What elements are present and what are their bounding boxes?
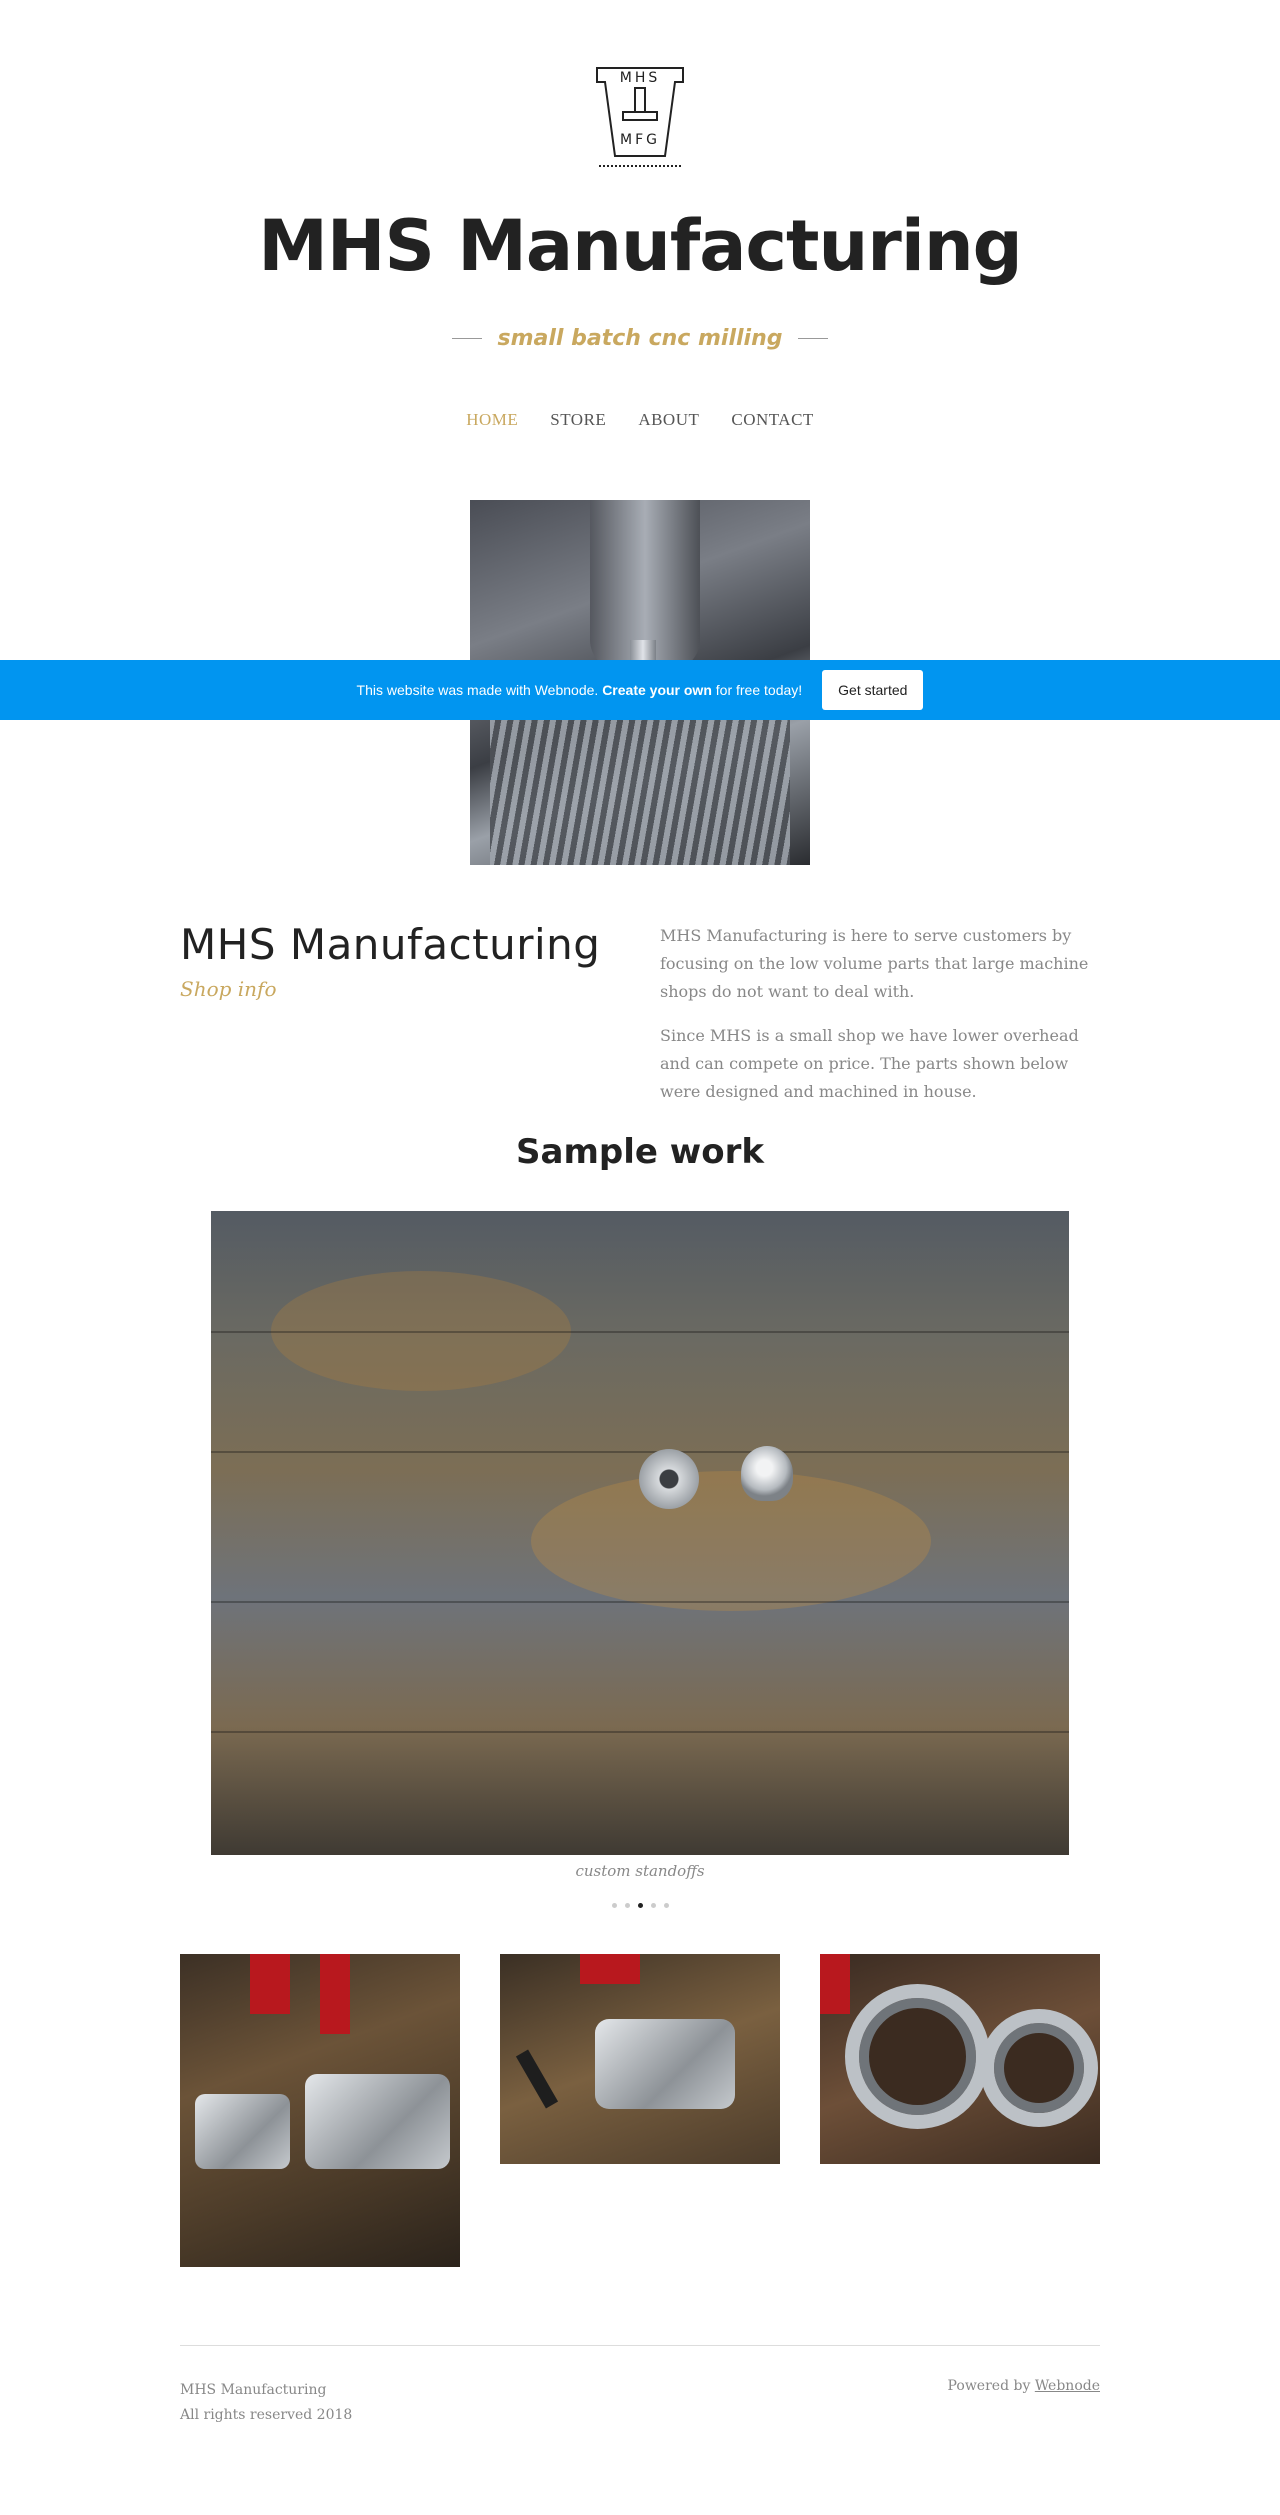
red-tool-graphic <box>580 1954 640 1984</box>
intro-paragraph: Since MHS is a small shop we have lower overhead and can compete on price. The parts shown below were designed and machined in house. <box>660 1026 1079 1101</box>
footer-divider <box>180 2345 1100 2346</box>
slider-dot[interactable] <box>664 1903 669 1908</box>
footer-info <box>180 2378 352 2428</box>
machined-part-graphic <box>195 2094 290 2169</box>
footer-rights: All rights reserved 2018 <box>180 2407 353 2423</box>
get-started-button[interactable]: Get started <box>822 670 923 710</box>
footer-company: MHS Manufacturing <box>180 2382 327 2398</box>
gallery-thumb-clamp[interactable] <box>180 1954 460 2267</box>
slider-dot-active[interactable] <box>638 1903 643 1908</box>
tagline-text: small batch cnc milling <box>497 326 783 351</box>
intro-subtitle: Shop info <box>180 977 277 1001</box>
red-tool-graphic <box>820 1954 850 2014</box>
standoff-graphic <box>639 1449 699 1509</box>
tagline <box>0 326 1280 351</box>
sprocket-graphic <box>980 2009 1098 2127</box>
slide-caption: custom standoffs <box>575 1862 705 1880</box>
logo[interactable] <box>585 62 695 170</box>
powered-by: Powered by Webnode <box>947 2378 1100 2394</box>
intro-text <box>660 922 1100 1122</box>
site-title: MHS Manufacturing <box>258 205 1022 287</box>
standoff-graphic <box>741 1446 793 1501</box>
keystone-logo-icon <box>585 62 695 170</box>
gallery-title: Sample work <box>516 1132 764 1172</box>
intro-title: MHS Manufacturing <box>180 920 601 969</box>
svg-text:MHS: MHS <box>619 70 661 86</box>
red-clamp-graphic <box>250 1954 290 2014</box>
red-clamp-graphic <box>320 1954 350 2034</box>
nav-item-home[interactable]: HOME <box>466 410 519 429</box>
machined-part-graphic <box>305 2074 450 2169</box>
webnode-banner <box>0 660 1280 720</box>
banner-text: This website was made with Webnode. Create your own for free today! <box>356 682 803 698</box>
sprocket-graphic <box>845 1984 990 2129</box>
tagline-divider-right <box>798 338 828 339</box>
banner-create-link[interactable]: Create your own <box>602 682 712 698</box>
slider-dots <box>0 1903 1280 1908</box>
slider-dot[interactable] <box>612 1903 617 1908</box>
svg-text:MFG: MFG <box>620 132 660 148</box>
plank-line <box>211 1601 1069 1603</box>
intro-paragraph: MHS Manufacturing is here to serve customers by focusing on the low volume parts that large machine shops do not want to deal with. <box>660 926 1089 1001</box>
plank-line <box>211 1331 1069 1333</box>
plank-line <box>211 1731 1069 1733</box>
milled-part-graphic <box>490 715 790 865</box>
bike-stem-graphic <box>595 2019 735 2109</box>
gallery-thumb-sprockets[interactable] <box>820 1954 1100 2164</box>
slider-dot[interactable] <box>625 1903 630 1908</box>
nav-item-about[interactable]: ABOUT <box>638 410 700 429</box>
plank-line <box>211 1451 1069 1453</box>
gallery-slide-image[interactable] <box>211 1211 1069 1855</box>
tagline-divider-left <box>452 338 482 339</box>
slider-dot[interactable] <box>651 1903 656 1908</box>
webnode-link[interactable]: Webnode <box>1034 2378 1100 2394</box>
nav-item-contact[interactable]: CONTACT <box>731 410 814 429</box>
hex-key-graphic <box>516 2050 558 2109</box>
nav-item-store[interactable]: STORE <box>550 410 607 429</box>
gallery-thumb-stem[interactable] <box>500 1954 780 2164</box>
wood-stain <box>531 1471 931 1611</box>
main-nav <box>0 410 1280 430</box>
